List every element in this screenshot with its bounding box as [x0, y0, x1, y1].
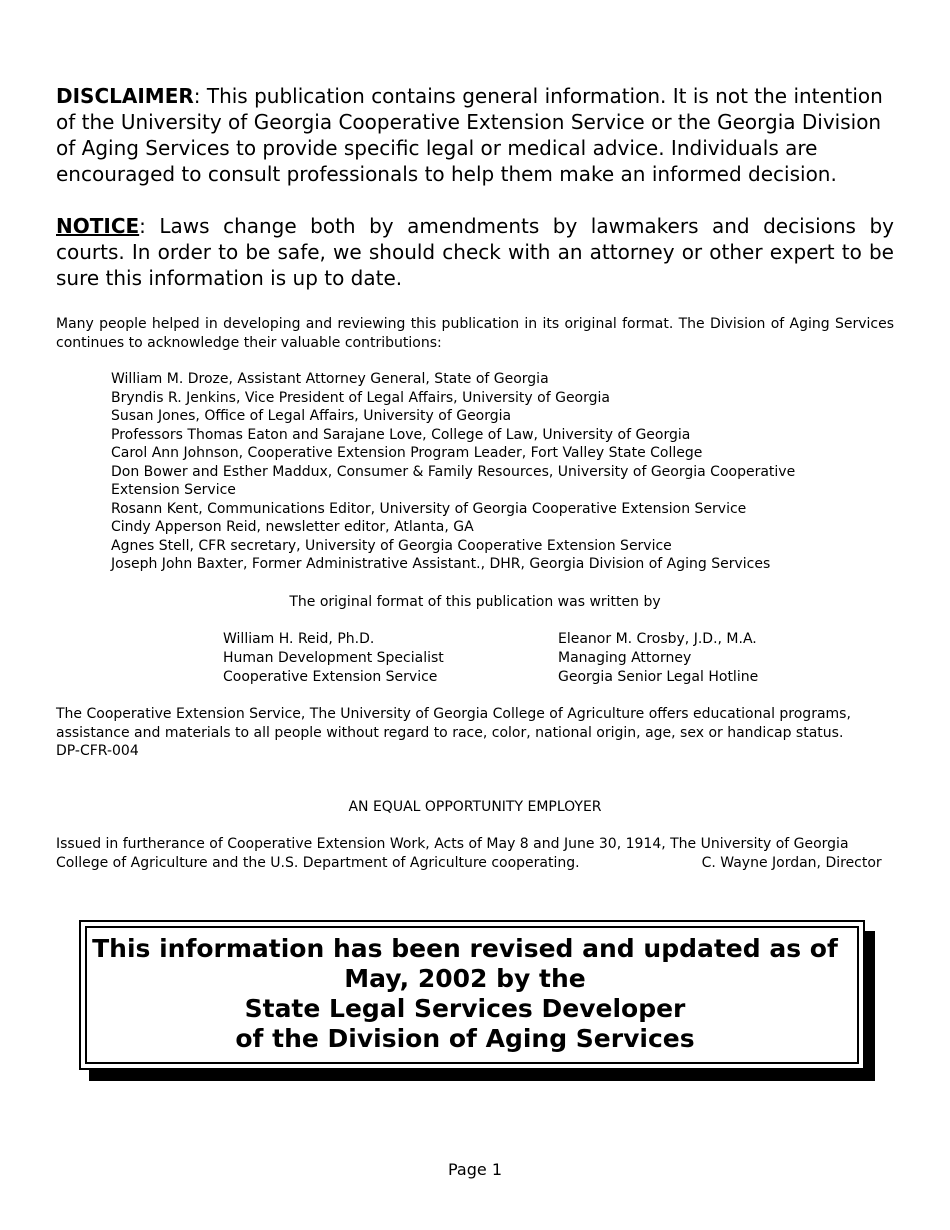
equal-opportunity-line: AN EQUAL OPPORTUNITY EMPLOYER	[348, 799, 602, 815]
notice-text: : Laws change both by amendments by lawmakers and decisions by courts. In order to be safe, we should check with an attorney or other expert to be sure this information is up to date.	[56, 214, 894, 290]
contributor-item: Carol Ann Johnson, Cooperative Extension Program Leader, Fort Valley State College	[111, 445, 703, 461]
disclaimer-text: : This publication contains general information. It is not the intention of the University of Georgia Cooperative Extension Service or the Georgia Division of Aging Services to provide specific legal or medical advice. Individuals are encouraged to consult professionals to help them make an informed decision.	[56, 84, 883, 186]
author-title: Managing Attorney	[558, 650, 692, 666]
revision-line: This information has been revised and updated as of	[92, 934, 838, 963]
extension-statement	[56, 705, 894, 761]
contributor-item: Bryndis R. Jenkins, Vice President of Legal Affairs, University of Georgia	[111, 389, 610, 406]
revision-notice-text	[87, 934, 857, 1054]
contributor-item: Don Bower and Esther Maddux, Consumer & Family Resources, University of Georgia Cooperative Extension Service	[111, 463, 796, 498]
revision-line: State Legal Services Developer	[244, 994, 686, 1023]
author-name: William H. Reid, Ph.D.	[223, 631, 375, 647]
director-signature: C. Wayne Jordan, Director	[701, 854, 882, 871]
document-code: DP-CFR-004	[56, 743, 139, 759]
page-number: Page 1	[448, 1160, 502, 1179]
author-organization: Cooperative Extension Service	[223, 669, 438, 685]
contributor-item: Susan Jones, Office of Legal Affairs, University of Georgia	[111, 408, 512, 424]
revision-box-inner-border	[85, 926, 859, 1064]
revision-line: of the Division of Aging Services	[235, 1024, 695, 1053]
author-name: Eleanor M. Crosby, J.D., M.A.	[558, 631, 757, 647]
contributor-item: William M. Droze, Assistant Attorney General, State of Georgia	[111, 371, 549, 387]
written-by-line: The original format of this publication was written by	[289, 594, 661, 610]
contributor-item: Joseph John Baxter, Former Administrative Assistant., DHR, Georgia Division of Aging Services	[111, 556, 771, 572]
notice-label: NOTICE	[56, 214, 140, 238]
disclaimer-label: DISCLAIMER	[56, 84, 194, 108]
author-block	[223, 630, 444, 687]
contributor-item: Agnes Stell, CFR secretary, University of Georgia Cooperative Extension Service	[111, 537, 672, 554]
acknowledgement-paragraph: Many people helped in developing and reviewing this publication in its original format. The Division of Aging Services continues to acknowledge their valuable contributions:	[56, 316, 894, 351]
contributor-item: Rosann Kent, Communications Editor, University of Georgia Cooperative Extension Service	[111, 500, 747, 517]
nondiscrimination-text: The Cooperative Extension Service, The University of Georgia College of Agriculture offers educational programs, assistance and materials to all people without regard to race, color, national origin, age, sex or handicap status.	[56, 706, 851, 741]
notice-paragraph	[56, 213, 894, 291]
contributor-item: Cindy Apperson Reid, newsletter editor, Atlanta, GA	[111, 519, 474, 535]
author-block	[558, 630, 758, 687]
disclaimer-paragraph	[56, 83, 894, 187]
contributor-item: Professors Thomas Eaton and Sarajane Love, College of Law, University of Georgia	[111, 426, 691, 443]
contributor-list	[111, 370, 811, 574]
author-title: Human Development Specialist	[223, 650, 444, 666]
issued-statement	[56, 835, 901, 872]
author-organization: Georgia Senior Legal Hotline	[558, 669, 759, 685]
revision-notice-box	[79, 920, 865, 1070]
issued-text: Issued in furtherance of Cooperative Extension Work, Acts of May 8 and June 30, 1914, The University of Georgia College of Agriculture and the U.S. Department of Agriculture cooperating.	[56, 836, 849, 871]
revision-line: May, 2002 by the	[344, 964, 586, 993]
